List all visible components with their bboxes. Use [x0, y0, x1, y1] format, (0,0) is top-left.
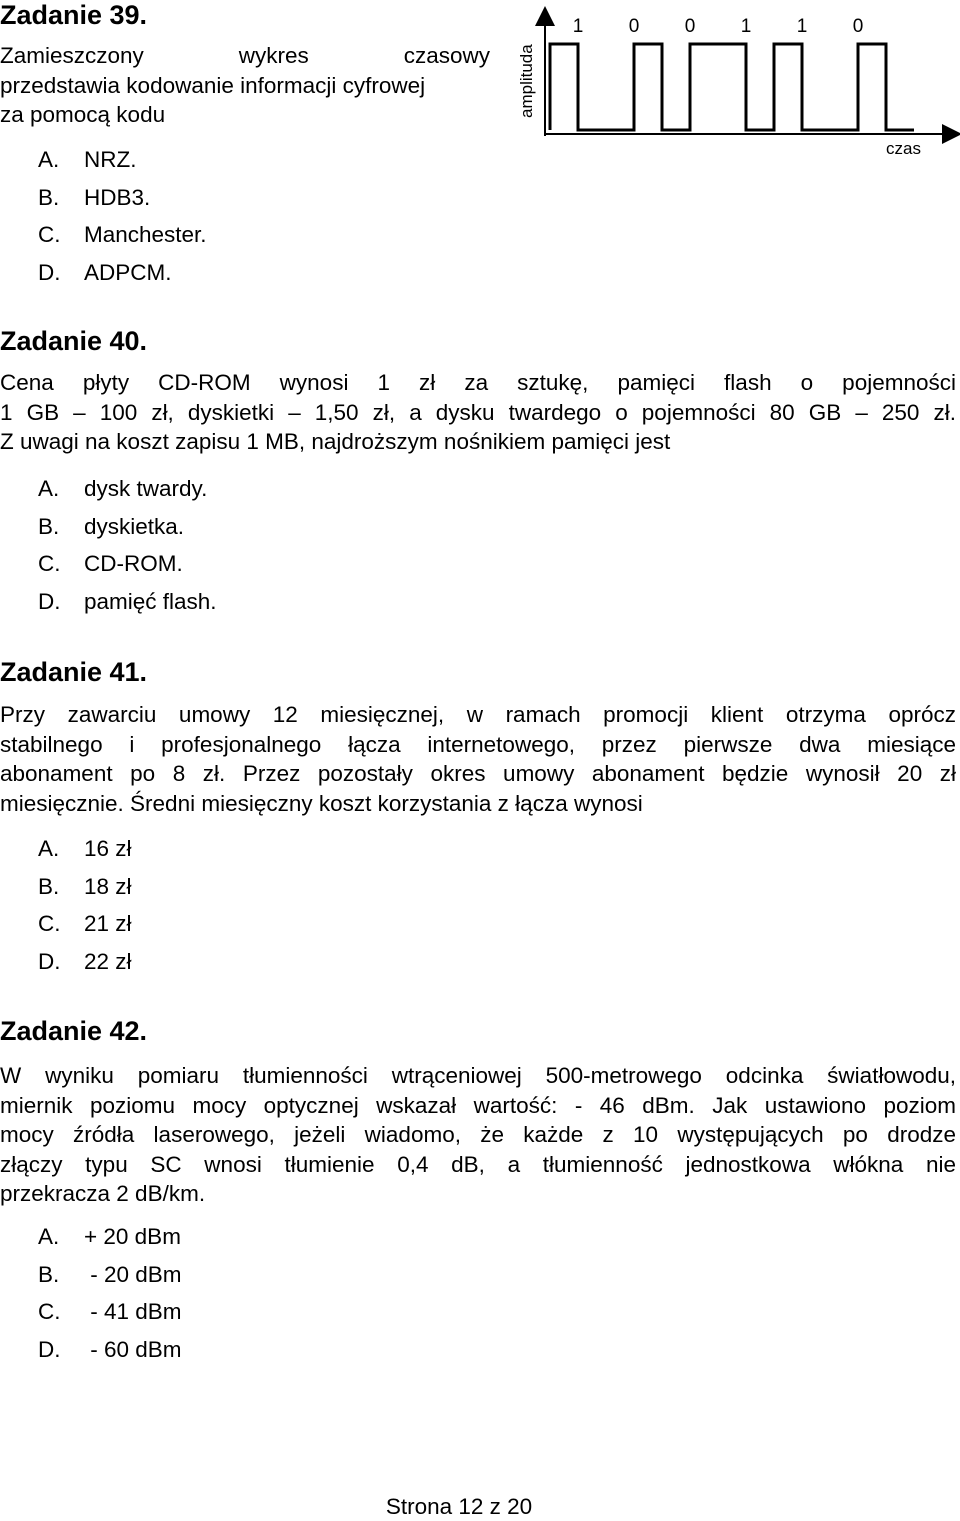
answer-option: [38, 943, 132, 981]
question-text-line: złączy typu SC wnosi tłumienie 0,4 dB, a tłumienność jednostkowa włókna nie: [0, 1151, 956, 1177]
signal-waveform: [550, 44, 914, 130]
bit-labels: [573, 16, 864, 37]
option-text: 16 zł: [84, 836, 132, 861]
signal-timing-diagram: [512, 6, 960, 166]
question-41-title: Zadanie 41.: [0, 657, 148, 687]
answer-option: [38, 216, 207, 254]
question-40-title: Zadanie 40.: [0, 326, 148, 356]
option-text: - 20 dBm: [84, 1261, 182, 1287]
bit-label: 0: [852, 16, 864, 37]
question-text-line: Z uwagi na koszt zapisu 1 MB, najdroższym nośnikiem pamięci jest: [0, 429, 671, 455]
answer-option: [38, 179, 207, 217]
answer-option: [38, 1218, 182, 1256]
question-41-options: [38, 830, 132, 980]
option-letter: A.: [38, 476, 60, 501]
option-text: - 41 dBm: [84, 1299, 182, 1324]
option-letter: A.: [38, 1224, 60, 1249]
option-letter: C.: [38, 222, 61, 247]
question-42-text: [0, 1061, 956, 1209]
option-text: dyskietka.: [84, 513, 185, 539]
option-letter: B.: [38, 513, 60, 539]
x-axis-label: czas: [886, 139, 921, 158]
question-text-line: Zamieszczony wykres czasowy: [0, 43, 490, 68]
question-40-options: [38, 470, 217, 620]
question-text-line: stabilnego i profesjonalnego łącza internetowego, przez pierwsze dwa miesiące: [0, 731, 956, 757]
diagram-svg: [512, 6, 960, 166]
bit-label: 1: [572, 16, 584, 37]
option-letter: A.: [38, 147, 60, 172]
bit-label: 0: [684, 16, 696, 37]
y-axis-label: amplituda: [517, 44, 536, 118]
option-text: NRZ.: [84, 147, 137, 172]
bit-label: 1: [796, 16, 808, 37]
question-text-line: Cena płyty CD-ROM wynosi 1 zł za sztukę, pamięci flash o pojemności: [0, 370, 956, 395]
option-text: Manchester.: [84, 222, 207, 247]
question-39-title: Zadanie 39.: [0, 0, 148, 30]
option-letter: B.: [38, 184, 60, 210]
question-39-text: [0, 41, 490, 130]
option-letter: B.: [38, 1261, 60, 1287]
answer-option: [38, 905, 132, 943]
bit-label: 0: [628, 16, 640, 37]
option-letter: C.: [38, 551, 61, 576]
question-42-title: Zadanie 42.: [0, 1016, 148, 1046]
question-text-line: miesięcznie. Średni miesięczny koszt korzystania z łącza wynosi: [0, 790, 643, 816]
question-text-line: za pomocą kodu: [0, 102, 166, 128]
question-40-text: [0, 368, 956, 457]
option-letter: D.: [38, 259, 61, 285]
option-letter: D.: [38, 588, 61, 614]
option-text: dysk twardy.: [84, 476, 208, 501]
answer-option: [38, 868, 132, 906]
option-letter: C.: [38, 911, 61, 936]
question-42-options: [38, 1218, 182, 1368]
option-text: + 20 dBm: [84, 1224, 181, 1249]
answer-option: [38, 1256, 182, 1294]
answer-option: [38, 583, 217, 621]
question-text-line: przekracza 2 dB/km.: [0, 1181, 206, 1207]
answer-option: [38, 254, 207, 292]
question-text-line: przedstawia kodowanie informacji cyfrowej: [0, 72, 426, 98]
option-letter: D.: [38, 1336, 61, 1362]
question-41-text: [0, 700, 956, 818]
bit-label: 1: [740, 16, 752, 37]
question-text-line: W wyniku pomiaru tłumienności wtrąceniowej 500-metrowego odcinka światłowodu,: [0, 1063, 956, 1088]
option-text: ADPCM.: [84, 259, 172, 285]
question-text-line: mocy źródła laserowego, jeżeli wiadomo, że każde z 10 występujących po drodze: [0, 1122, 956, 1148]
question-text-line: 1 GB – 100 zł, dyskietki – 1,50 zł, a dysku twardego o pojemności 80 GB – 250 zł.: [0, 399, 956, 425]
answer-option: [38, 508, 217, 546]
answer-option: [38, 1331, 182, 1369]
question-text-line: miernik poziomu mocy optycznej wskazał wartość: - 46 dBm. Jak ustawiono poziom: [0, 1092, 956, 1118]
option-text: HDB3.: [84, 184, 151, 210]
option-letter: B.: [38, 873, 60, 899]
option-text: - 60 dBm: [84, 1336, 182, 1362]
option-text: 22 zł: [84, 948, 132, 974]
option-text: CD-ROM.: [84, 551, 183, 576]
page-number: Strona 12 z 20: [385, 1494, 533, 1519]
question-39-options: [38, 141, 207, 291]
option-letter: A.: [38, 836, 60, 861]
option-letter: C.: [38, 1299, 61, 1324]
question-text-line: abonament po 8 zł. Przez pozostały okres umowy abonament będzie wynosił 20 zł: [0, 761, 956, 787]
option-text: 18 zł: [84, 873, 132, 899]
option-text: 21 zł: [84, 911, 132, 936]
option-text: pamięć flash.: [84, 588, 217, 614]
answer-option: [38, 1293, 182, 1331]
option-letter: D.: [38, 948, 61, 974]
answer-option: [38, 141, 207, 179]
answer-option: [38, 545, 217, 583]
answer-option: [38, 470, 217, 508]
question-text-line: Przy zawarciu umowy 12 miesięcznej, w ramach promocji klient otrzyma oprócz: [0, 702, 956, 727]
answer-option: [38, 830, 132, 868]
